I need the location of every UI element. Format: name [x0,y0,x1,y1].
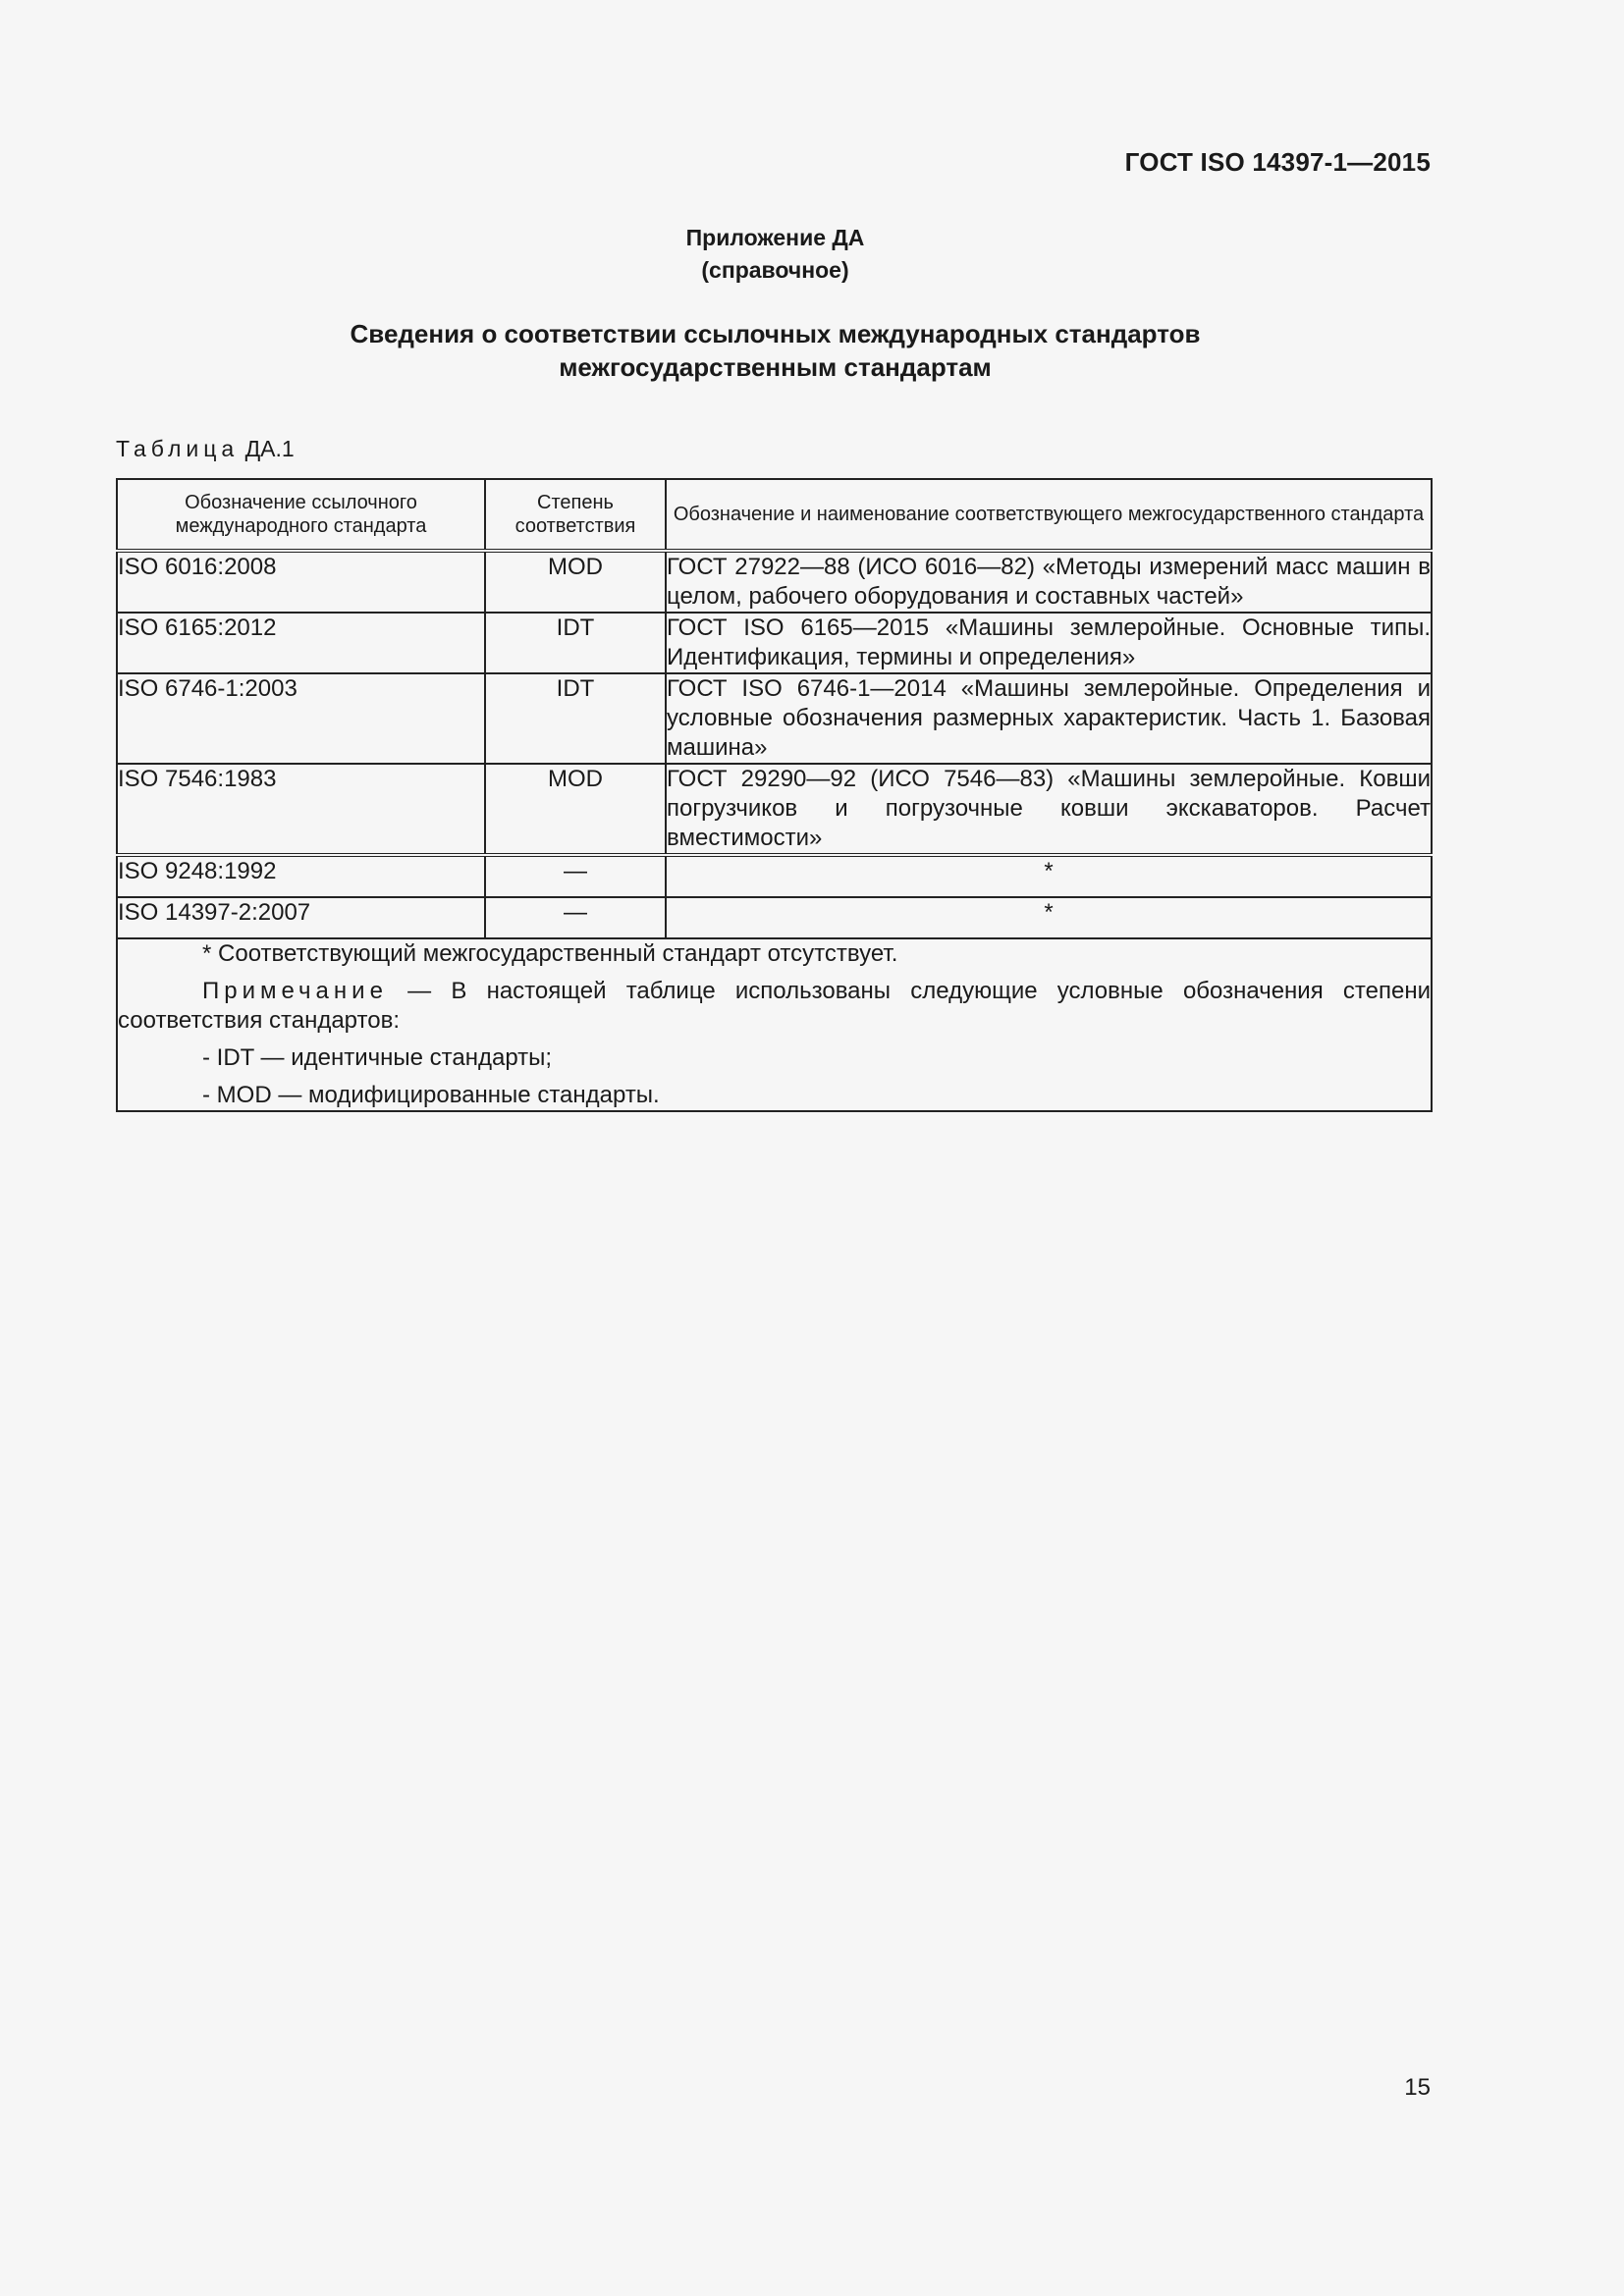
cell-name: * [666,897,1432,938]
table-caption [116,436,295,462]
note-paragraph [118,977,1431,1036]
cell-degree: IDT [485,613,666,673]
cell-degree: — [485,855,666,897]
cell-code: ISO 9248:1992 [117,855,485,897]
section-title-line-2: межгосударственным стандартам [559,352,992,382]
header-degree: Степень соответствия [485,479,666,551]
table-row [117,764,1432,855]
section-title [0,317,1550,384]
table-row [117,855,1432,897]
section-title-line-1: Сведения о соответствии ссылочных международных стандартов [350,319,1201,348]
cell-name: * [666,855,1432,897]
cell-name: ГОСТ ISO 6746-1—2014 «Машины землеройные. Определения и условные обозначения размерных характеристик. Часть 1. Базовая машина» [666,673,1432,764]
table-caption-word: Таблица [116,436,240,461]
page-number: 15 [1404,2074,1431,2101]
header-international-standard: Обозначение ссылочного международного стандарта [117,479,485,551]
cell-degree: IDT [485,673,666,764]
header-interstate-standard: Обозначение и наименование соответствующего межгосударственного стандарта [666,479,1432,551]
table-row [117,551,1432,613]
appendix-kind: (справочное) [701,257,849,283]
document-code: ГОСТ ISO 14397-1—2015 [1124,147,1431,177]
note-text: — В настоящей таблице использованы следующие условные обозначения степени соответствия стандартов: [118,978,1431,1034]
cell-degree: MOD [485,551,666,613]
cell-name: ГОСТ 29290—92 (ИСО 7546—83) «Машины землеройные. Ковши погрузчиков и погрузочные ковши экскаваторов. Расчет вместимости» [666,764,1432,855]
footnote: * Соответствующий межгосударственный стандарт отсутствует. [202,940,898,967]
note-word: Примечание [202,978,388,1004]
cell-code: ISO 6165:2012 [117,613,485,673]
cell-degree: — [485,897,666,938]
legend-item: - MOD — модифицированные стандарты. [202,1082,660,1108]
cell-code: ISO 14397-2:2007 [117,897,485,938]
table-notes [117,938,1432,1111]
cell-degree: MOD [485,764,666,855]
table-header-row [117,479,1432,551]
table-notes-row [117,938,1432,1111]
table-row [117,673,1432,764]
table-row [117,613,1432,673]
legend-item: - IDT — идентичные стандарты; [202,1044,553,1071]
standards-table [116,478,1433,1112]
cell-code: ISO 6016:2008 [117,551,485,613]
cell-name: ГОСТ 27922—88 (ИСО 6016—82) «Методы измерений масс машин в целом, рабочего оборудования и составных частей» [666,551,1432,613]
appendix-title: Приложение ДА [685,225,865,250]
cell-name: ГОСТ ISO 6165—2015 «Машины землеройные. Основные типы. Идентификация, термины и определения» [666,613,1432,673]
cell-code: ISO 6746-1:2003 [117,673,485,764]
table-caption-id: ДА.1 [244,436,295,461]
table-row [117,897,1432,938]
cell-code: ISO 7546:1983 [117,764,485,855]
